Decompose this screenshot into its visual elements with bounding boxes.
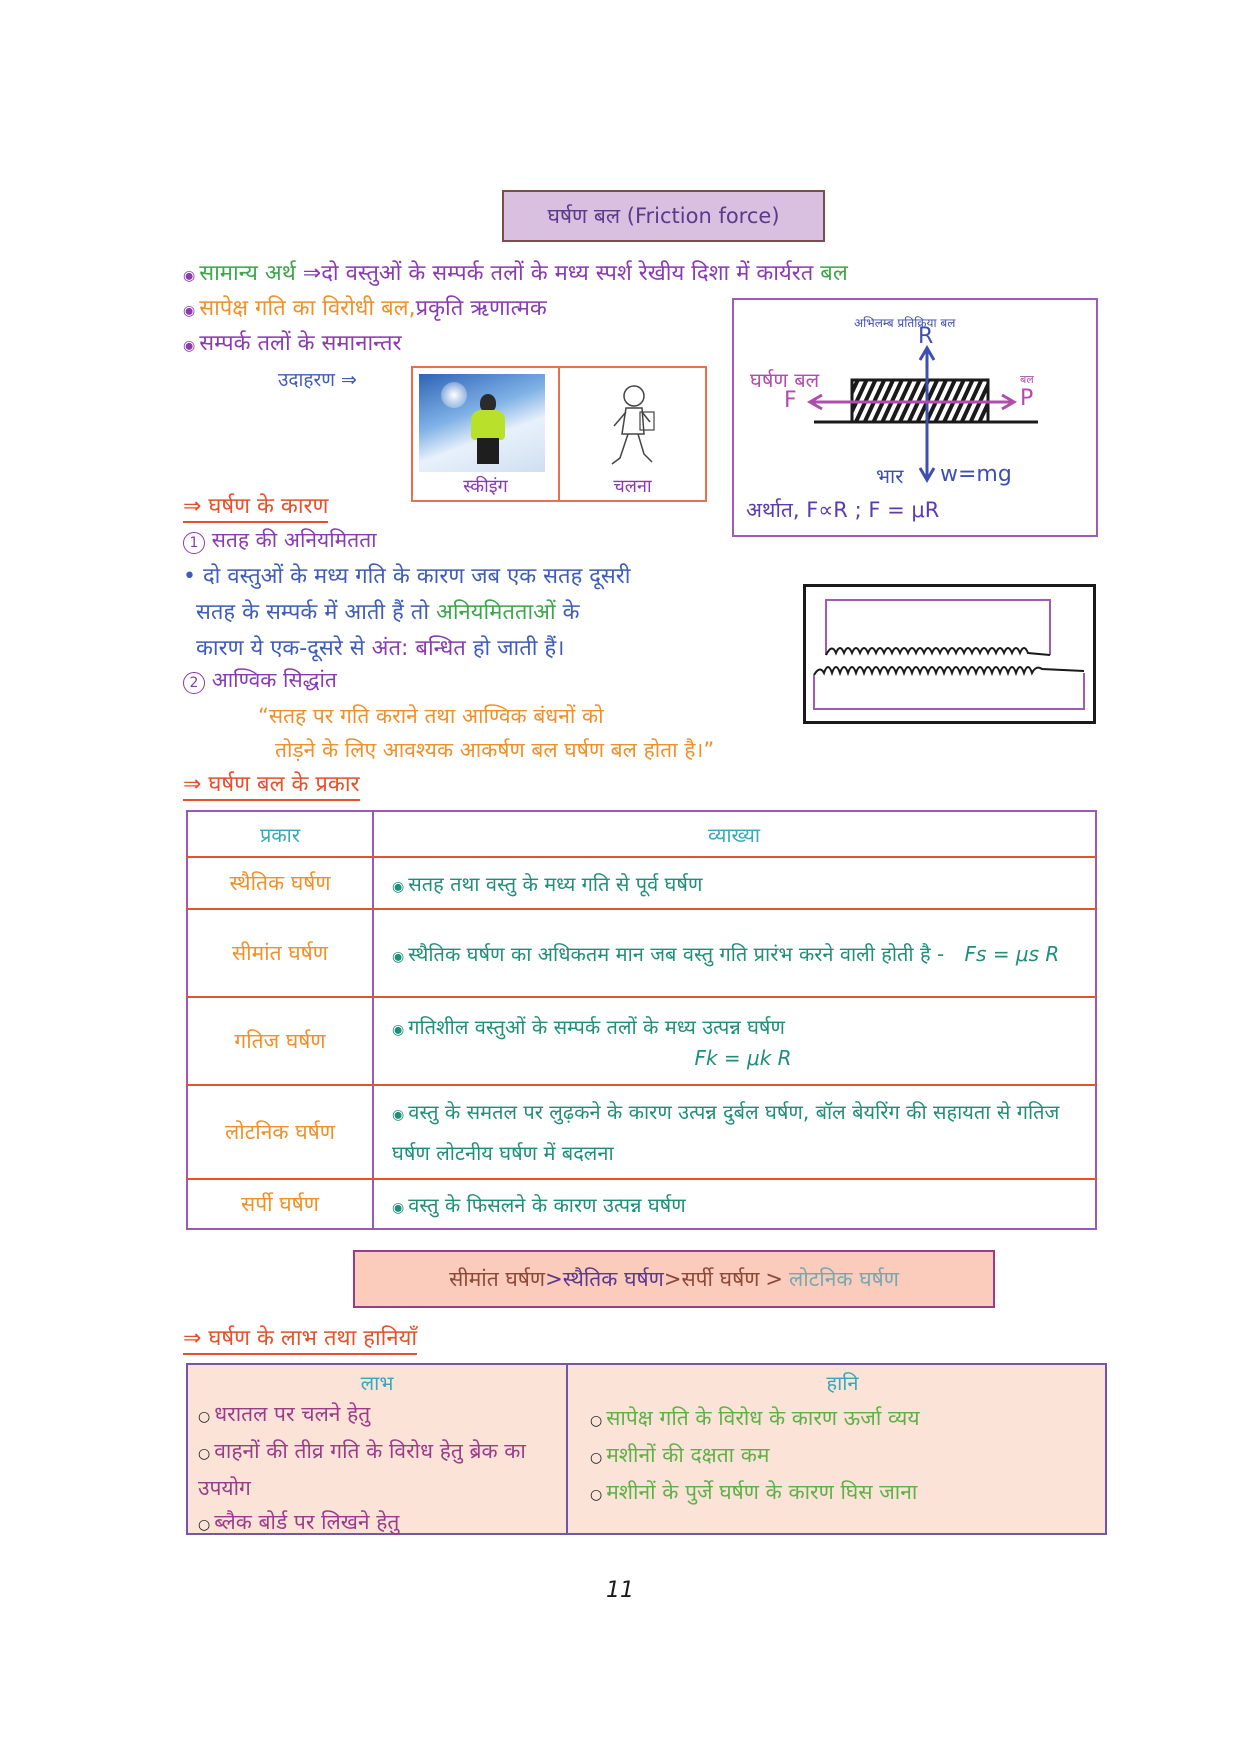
cause-2-title	[183, 666, 337, 694]
disadvantage-item: ○ सापेक्ष गति के विरोध के कारण ऊर्जा व्यय	[590, 1406, 920, 1430]
molecular-quote-a: “सतह पर गति कराने तथा आण्विक बंधनों को	[258, 704, 604, 728]
irregularities-highlight: अनियमितताओं	[436, 600, 556, 625]
weight-label: भार	[876, 464, 904, 488]
cause-1-line-b-text: सतह के सम्पर्क में आती हैं तो	[196, 600, 430, 625]
table-row	[187, 1085, 1096, 1179]
formula-limiting: Fs = μs R	[964, 941, 1060, 966]
cause-1-line-c	[196, 632, 565, 662]
examples-box	[411, 366, 707, 502]
formula-kinetic: Fk = μk R	[694, 1045, 792, 1070]
column-header-explanation: व्याख्या	[373, 811, 1096, 857]
comparison-limiting: सीमांत घर्षण	[449, 1267, 546, 1291]
greater-than-sign: >	[545, 1267, 563, 1291]
column-header-type: प्रकार	[187, 811, 373, 857]
general-meaning-text: दो वस्तुओं के सम्पर्क तलों के मध्य स्पर्श रेखीय दिशा में कार्यरत	[321, 261, 814, 286]
cause-1-title	[183, 526, 377, 554]
friction-comparison-box	[353, 1250, 995, 1308]
walking-boy-sketch	[600, 382, 670, 472]
cause-1-line-b-end: के	[562, 600, 580, 625]
types-heading-text: ⇒ घर्षण बल के प्रकार	[183, 772, 360, 801]
friction-relation: अर्थात, F∝R ; F = μR	[746, 498, 940, 522]
greater-than-sign: >	[663, 1267, 682, 1291]
friction-types-table	[186, 810, 1097, 1230]
bullet-icon: ◉	[183, 303, 196, 319]
type-limiting: सीमांत घर्षण	[187, 909, 373, 997]
intro-line-parallel	[183, 327, 401, 357]
advantage-item: ○ वाहनों की तीव्र गति के विरोध हेतु ब्रेक का उपयोग	[198, 1439, 526, 1500]
table-row	[187, 1179, 1096, 1229]
interlocked-highlight: अंत: बन्धित	[371, 636, 466, 661]
normal-reaction-symbol: R	[918, 324, 934, 349]
advantage-item: ○ ब्लैक बोर्ड पर लिखने हेतु	[198, 1510, 400, 1534]
comparison-static: स्थैतिक घर्षण	[562, 1267, 664, 1291]
friction-force-label: घर्षण बल	[750, 368, 820, 392]
advantage-text: वाहनों की तीव्र गति के विरोध हेतु ब्रेक का उपयोग	[198, 1439, 526, 1500]
force-diagram	[732, 298, 1098, 537]
cause-1-line-c-end: हो जाती हैं।	[472, 636, 565, 661]
advantage-text: धरातल पर चलने हेतु	[214, 1402, 371, 1426]
page-title: घर्षण बल (Friction force)	[502, 190, 825, 242]
negative-nature-text: प्रकृति ऋणात्मक	[415, 296, 547, 321]
table-row	[187, 857, 1096, 909]
example-skiing	[413, 368, 558, 500]
cause-2-title-text: आण्विक सिद्धांत	[211, 668, 337, 692]
disadvantage-text: मशीनों की दक्षता कम	[606, 1443, 770, 1467]
type-rolling: लोटनिक घर्षण	[187, 1085, 373, 1179]
surface-irregularity-figure	[803, 584, 1096, 724]
desc-static: ◉ सतह तथा वस्तु के मध्य गति से पूर्व घर्षण	[373, 857, 1096, 909]
adv-disadv-table	[186, 1363, 1107, 1535]
table-row	[187, 909, 1096, 997]
applied-force-label: बल	[1020, 373, 1034, 386]
general-meaning-label: सामान्य अर्थ	[199, 261, 296, 286]
causes-heading-text: ⇒ घर्षण के कारण	[183, 494, 328, 523]
arrow-icon: ⇒	[302, 261, 322, 286]
disadvantage-item: ○ मशीनों की दक्षता कम	[590, 1443, 770, 1467]
advantages-title: लाभ	[360, 1371, 394, 1395]
causes-heading	[183, 490, 328, 520]
desc-text: वस्तु के समतल पर लुढ़कने के कारण उत्पन्न दुर्बल घर्षण, बॉल बेयरिंग की सहायता से गतिज घर्षण लोटनीय घर्षण में बदलना	[392, 1099, 1060, 1165]
opposing-force-text: सापेक्ष गति का विरोधी बल,	[199, 296, 416, 321]
skiing-label: स्कीइंग	[463, 476, 508, 497]
comparison-rolling: लोटनिक घर्षण	[789, 1267, 899, 1291]
disadvantage-text: मशीनों के पुर्जे घर्षण के कारण घिस जाना	[606, 1480, 918, 1504]
greater-than-sign: >	[765, 1267, 784, 1291]
weight-formula: w=mg	[940, 462, 1012, 487]
cause-1-line-c-text: कारण ये एक-दूसरे से	[196, 636, 365, 661]
number-2-icon: 2	[183, 672, 205, 694]
types-heading	[183, 768, 360, 798]
disadvantage-item: ○ मशीनों के पुर्जे घर्षण के कारण घिस जाना	[590, 1480, 918, 1504]
desc-sliding: ◉ वस्तु के फिसलने के कारण उत्पन्न घर्षण	[373, 1179, 1096, 1229]
advantages-column	[188, 1365, 568, 1533]
walking-label: चलना	[613, 476, 652, 497]
disadvantages-column	[568, 1365, 1105, 1533]
friction-force-symbol: F	[784, 388, 797, 413]
desc-rolling: ◉ वस्तु के समतल पर लुढ़कने के कारण उत्पन्न दुर्बल घर्षण, बॉल बेयरिंग की सहायता से गतिज घर्षण लोटनीय घर्षण में बदलना	[373, 1085, 1096, 1179]
advantage-text: ब्लैक बोर्ड पर लिखने हेतु	[214, 1510, 400, 1534]
bullet-icon: ◉	[183, 268, 196, 284]
cause-1-title-text: सतह की अनियमितता	[211, 528, 377, 552]
examples-label: उदाहरण ⇒	[278, 369, 357, 391]
desc-text: वस्तु के फिसलने के कारण उत्पन्न घर्षण	[408, 1192, 686, 1217]
page-number: 11	[606, 1578, 634, 1603]
type-sliding: सर्पी घर्षण	[187, 1179, 373, 1229]
intro-line-general-meaning	[183, 257, 848, 287]
advantage-item: ○ धरातल पर चलने हेतु	[198, 1402, 371, 1426]
desc-limiting: ◉ स्थैतिक घर्षण का अधिकतम मान जब वस्तु गति प्रारंभ करने वाली होती है - Fs = μs R	[373, 909, 1096, 997]
applied-force-symbol: P	[1020, 386, 1034, 411]
type-kinetic: गतिज घर्षण	[187, 997, 373, 1085]
adv-disadv-heading-text: ⇒ घर्षण के लाभ तथा हानियाँ	[183, 1326, 417, 1355]
comparison-sliding: सर्पी घर्षण	[681, 1267, 760, 1291]
desc-text: गतिशील वस्तुओं के सम्पर्क तलों के मध्य उत्पन्न घर्षण	[408, 1014, 785, 1039]
adv-disadv-heading	[183, 1322, 417, 1352]
type-static: स्थैतिक घर्षण	[187, 857, 373, 909]
desc-kinetic: ◉ गतिशील वस्तुओं के सम्पर्क तलों के मध्य उत्पन्न घर्षण Fk = μk R	[373, 997, 1096, 1085]
desc-text: सतह तथा वस्तु के मध्य गति से पूर्व घर्षण	[408, 871, 703, 896]
skier-photo	[419, 374, 545, 472]
parallel-text: सम्पर्क तलों के समानान्तर	[199, 331, 402, 356]
table-header-row	[187, 811, 1096, 857]
general-meaning-tail: बल	[820, 261, 848, 286]
desc-text: स्थैतिक घर्षण का अधिकतम मान जब वस्तु गति प्रारंभ करने वाली होती है -	[408, 941, 945, 966]
cause-1-line-a: • दो वस्तुओं के मध्य गति के कारण जब एक सतह दूसरी	[183, 564, 631, 589]
normal-reaction-label: अभिलम्ब प्रतिक्रिया बल	[854, 316, 956, 330]
disadvantage-text: सापेक्ष गति के विरोध के कारण ऊर्जा व्यय	[606, 1406, 920, 1430]
intro-line-opposing-force	[183, 292, 547, 322]
molecular-quote-b: तोड़ने के लिए आवश्यक आकर्षण बल घर्षण बल होता है।”	[275, 738, 715, 762]
table-row	[187, 997, 1096, 1085]
cause-1-line-b	[196, 596, 580, 626]
disadvantages-title: हानि	[826, 1371, 859, 1395]
bullet-icon: ◉	[183, 338, 196, 354]
example-walking	[558, 368, 705, 500]
number-1-icon: 1	[183, 532, 205, 554]
